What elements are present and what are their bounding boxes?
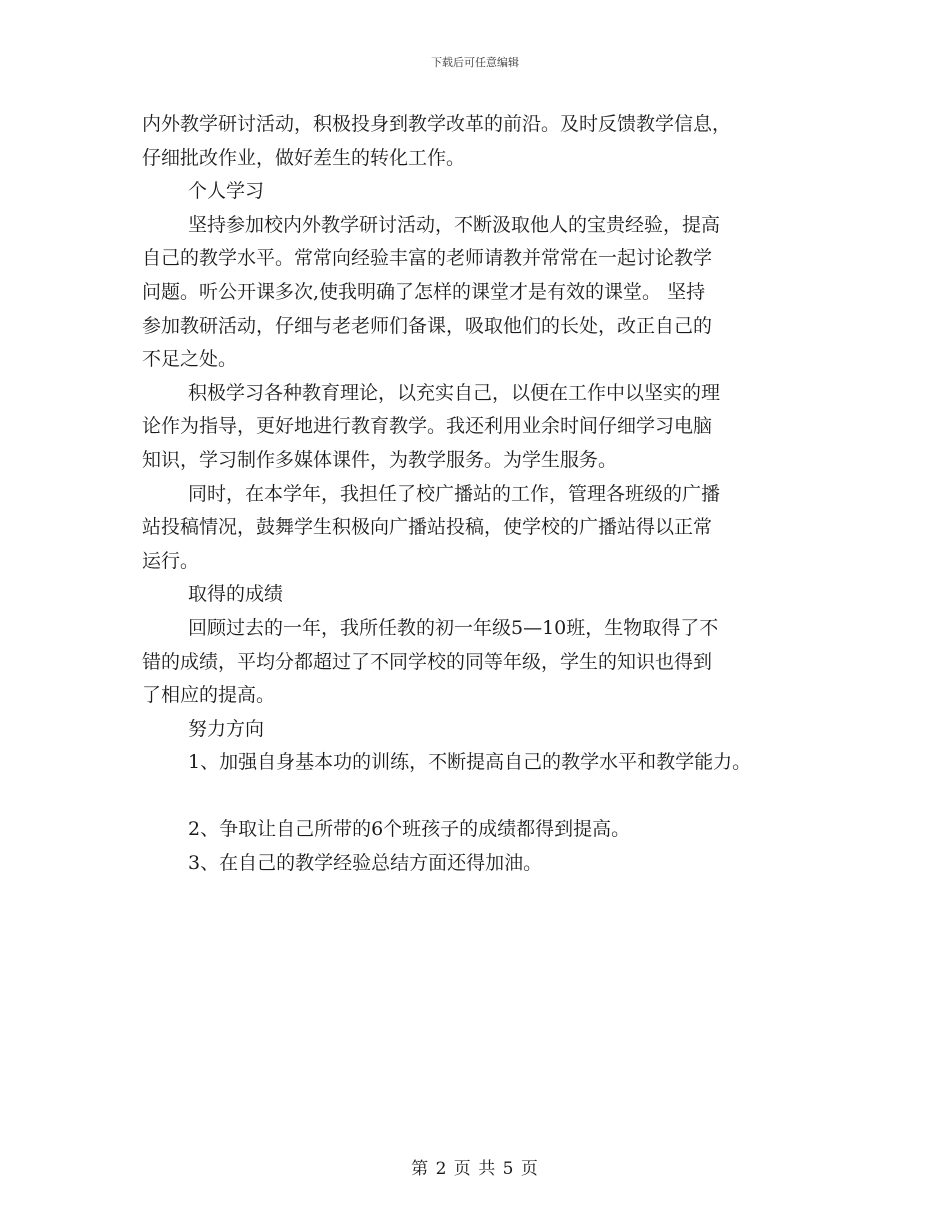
page-number-footer: 第 2 页 共 5 页 [411,1159,539,1179]
text-line: 了相应的提高。 [142,684,276,707]
text-line: 同时，在本学年，我担任了校广播站的工作，管理各班级的广播 [188,482,721,505]
text-line: 参加教研活动，仔细与老老师们备课，吸取他们的长处，改正自己的 [142,314,713,337]
list-item: 2、争取让自己所带的6个班孩子的成绩都得到提高。 [188,818,631,841]
text-line: 回顾过去的一年，我所任教的初一年级5—10班，生物取得了不 [188,616,719,639]
text-line: 运行。 [142,549,200,572]
text-line: 站投稿情况，鼓舞学生积极向广播站投稿，使学校的广播站得以正常 [142,516,713,539]
list-item: 1、加强自身基本功的训练，不断提高自己的教学水平和教学能力。 [188,751,752,774]
list-item: 3、在自己的教学经验总结方面还得加油。 [188,852,543,875]
section-heading: 个人学习 [188,180,265,203]
document-body [142,108,822,881]
text-line: 坚持参加校内外教学研讨活动，不断汲取他人的宝贵经验，提高 [188,213,721,236]
section-heading: 努力方向 [188,717,265,740]
text-line: 积极学习各种教育理论，以充实自己，以便在工作中以坚实的理 [188,381,721,404]
section-heading: 取得的成绩 [188,583,284,606]
text-line: 错的成绩，平均分都超过了不同学校的同等年级，学生的知识也得到 [142,650,713,673]
text-line: 不足之处。 [142,348,238,371]
text-line: 问题。听公开课多次,使我明确了怎样的课堂才是有效的课堂。 坚持 [142,280,706,303]
text-line: 论作为指导，更好地进行教育教学。我还利用业余时间仔细学习电脑 [142,415,713,438]
header-note: 下载后可任意编辑 [431,56,519,69]
text-line: 内外教学研讨活动，积极投身到教学改革的前沿。及时反馈教学信息， [142,113,732,135]
blank-line [142,780,822,814]
text-line: 仔细批改作业，做好差生的转化工作。 [142,146,466,169]
text-line: 知识，学习制作多媒体课件，为教学服务。为学生服务。 [142,448,618,471]
text-line: 自己的教学水平。常常向经验丰富的老师请教并常常在一起讨论教学 [142,247,713,270]
